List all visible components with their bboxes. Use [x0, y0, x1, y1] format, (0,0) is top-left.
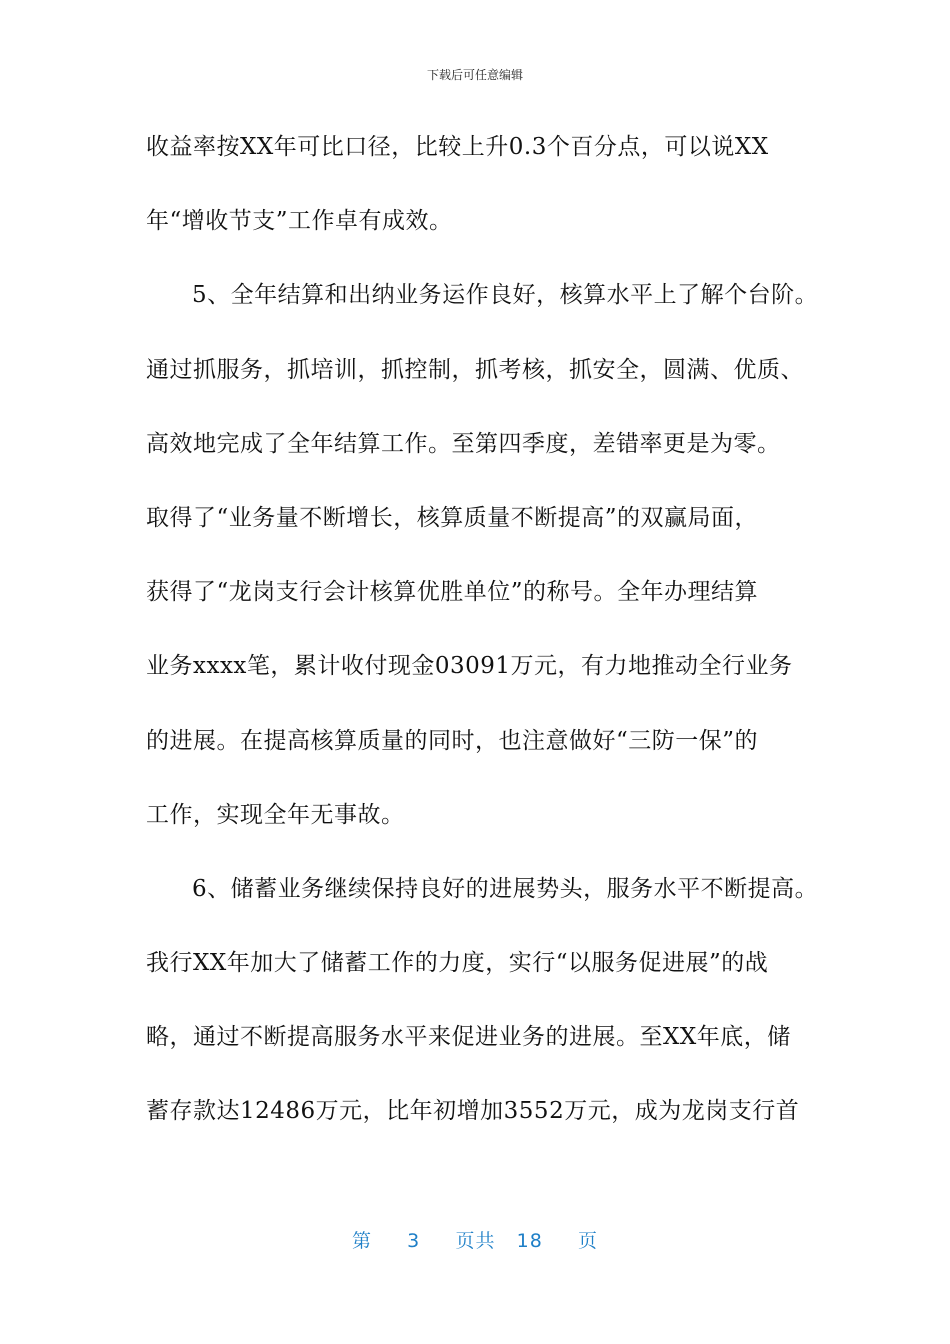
text-line: 高效地完成了全年结算工作。至第四季度，差错率更是为零。 [146, 430, 781, 457]
text-line: 我行XX年加大了储蓄工作的力度，实行“以服务促进展”的战 [146, 950, 769, 977]
footer-prefix: 第 [351, 1230, 372, 1252]
document-body [146, 128, 836, 1167]
text-line: 略，通过不断提高服务水平来促进业务的进展。至XX年底，储 [146, 1024, 791, 1051]
text-line: 工作，实现全年无事故。 [146, 801, 405, 828]
text-line: 获得了“龙岗支行会计核算优胜单位”的称号。全年办理结算 [146, 579, 759, 606]
footer-middle: 页共 [455, 1230, 496, 1252]
text-line: 6、储蓄业务继续保持良好的进展势头，服务水平不断提高。 [192, 875, 819, 902]
text-line: 年“增收节支”工作卓有成效。 [146, 208, 453, 235]
text-line: 收益率按XX年可比口径，比较上升0.3个百分点，可以说XX [146, 134, 769, 160]
text-line: 蓄存款达12486万元，比年初增加3552万元，成为龙岗支行首 [146, 1098, 800, 1125]
page-footer [0, 1226, 950, 1253]
footer-current-page: 3 [407, 1230, 421, 1252]
page-header-note: 下载后可任意编辑 [426, 68, 523, 82]
footer-total-pages: 18 [516, 1230, 543, 1252]
footer-suffix: 页 [578, 1230, 599, 1252]
text-line: 业务xxxx笔，累计收付现金03091万元，有力地推动全行业务 [146, 653, 793, 680]
text-line: 5、全年结算和出纳业务运作良好，核算水平上了解个台阶。 [192, 282, 819, 309]
text-line: 的进展。在提高核算质量的同时，也注意做好“三防一保”的 [146, 727, 759, 754]
text-line: 取得了“业务量不断增长，核算质量不断提高”的双赢局面， [146, 504, 759, 531]
text-line: 通过抓服务，抓培训，抓控制，抓考核，抓安全，圆满、优质、 [146, 356, 804, 383]
